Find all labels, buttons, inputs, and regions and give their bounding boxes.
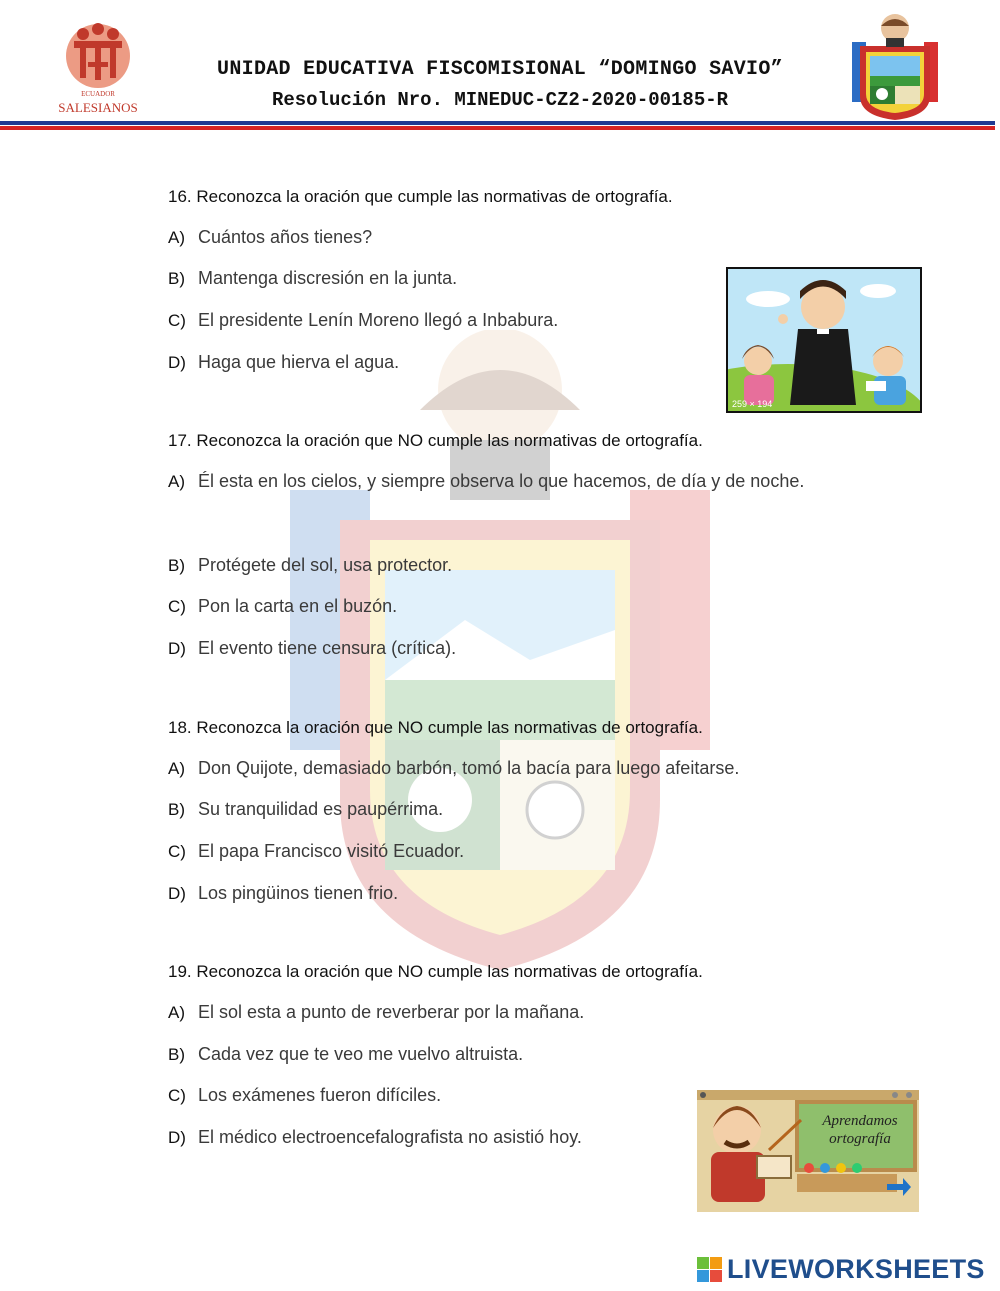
- option-text: Protégete del sol, usa protector.: [198, 555, 453, 575]
- image-size-label: 259 × 194: [732, 399, 773, 409]
- question-17-option-c[interactable]: [168, 586, 828, 627]
- option-text: Él esta en los cielos, y siempre observa lo que hacemos, de día y de noche.: [198, 471, 805, 491]
- option-text: Cuántos años tienes?: [198, 227, 373, 247]
- resolution-number: Resolución Nro. MINEDUC-CZ2-2020-00185-R: [271, 89, 729, 111]
- option-text: El papa Francisco visitó Ecuador.: [198, 841, 465, 861]
- option-letter: D): [168, 353, 186, 372]
- school-name: UNIDAD EDUCATIVA FISCOMISIONAL “DOMINGO SAVIO”: [217, 58, 783, 81]
- option-letter: C): [168, 597, 186, 616]
- option-letter: D): [168, 1128, 186, 1147]
- question-19-option-a[interactable]: [168, 992, 828, 1033]
- aprendamos-ortografia-illustration: [697, 1090, 919, 1212]
- question-16-title: 16. Reconozca la oración que cumple las normativas de ortografía.: [168, 187, 673, 206]
- option-text: Haga que hierva el agua.: [198, 352, 400, 372]
- option-text: El evento tiene censura (crítica).: [198, 638, 457, 658]
- option-text: El sol esta a punto de reverberar por la mañana.: [198, 1002, 585, 1022]
- option-text: El presidente Lenín Moreno llegó a Inbabura.: [198, 310, 559, 330]
- question-18-option-b[interactable]: [168, 789, 828, 830]
- option-text: El médico electroencefalografista no asistió hoy.: [198, 1127, 582, 1147]
- question-18-title: 18. Reconozca la oración que NO cumple las normativas de ortografía.: [168, 718, 703, 737]
- option-text: Don Quijote, demasiado barbón, tomó la bacía para luego afeitarse.: [198, 758, 740, 778]
- option-letter: B): [168, 269, 185, 288]
- option-text: Los pingüinos tienen frio.: [198, 883, 399, 903]
- option-letter: D): [168, 884, 186, 903]
- option-text: Cada vez que te veo me vuelvo altruista.: [198, 1044, 524, 1064]
- option-letter: C): [168, 1086, 186, 1105]
- question-19-option-b[interactable]: [168, 1034, 828, 1075]
- option-letter: C): [168, 311, 186, 330]
- question-17-title: 17. Reconozca la oración que NO cumple las normativas de ortografía.: [168, 431, 703, 450]
- option-letter: C): [168, 842, 186, 861]
- logo-country-label: ECUADOR: [81, 90, 115, 98]
- question-18-option-a[interactable]: [168, 748, 828, 789]
- question-19-title: 19. Reconozca la oración que NO cumple las normativas de ortografía.: [168, 962, 703, 981]
- option-letter: B): [168, 800, 185, 819]
- caption-line-1: Aprendamos: [822, 1113, 898, 1129]
- option-letter: B): [168, 556, 185, 575]
- question-17-option-a[interactable]: [168, 461, 828, 502]
- question-18-option-c[interactable]: [168, 831, 828, 872]
- liveworksheets-wordmark: LIVEWORKSHEETS: [727, 1254, 985, 1284]
- option-text: Su tranquilidad es paupérrima.: [198, 799, 444, 819]
- question-18-option-d[interactable]: [168, 873, 828, 914]
- option-letter: A): [168, 759, 185, 778]
- caption-line-2: ortografía: [829, 1131, 891, 1147]
- question-16-option-a[interactable]: [168, 217, 828, 258]
- question-17-option-d[interactable]: [168, 628, 828, 669]
- option-letter: B): [168, 1045, 185, 1064]
- option-text: Los exámenes fueron difíciles.: [198, 1085, 442, 1105]
- liveworksheets-brand[interactable]: [697, 1254, 997, 1286]
- option-text: Mantenga discresión en la junta.: [198, 268, 458, 288]
- liveworksheets-logo-icon: [697, 1257, 723, 1285]
- option-text: Pon la carta en el buzón.: [198, 596, 398, 616]
- teacher-chalkboard-image-icon: [697, 1090, 919, 1212]
- option-letter: A): [168, 1003, 185, 1022]
- question-17-option-b[interactable]: [168, 545, 828, 586]
- logo-name-label: SALESIANOS: [58, 100, 138, 115]
- option-letter: D): [168, 639, 186, 658]
- image-caption: [805, 1112, 915, 1148]
- priest-children-illustration: [726, 267, 922, 413]
- option-letter: A): [168, 228, 185, 247]
- priest-children-image-icon: [728, 269, 920, 411]
- option-letter: A): [168, 472, 185, 491]
